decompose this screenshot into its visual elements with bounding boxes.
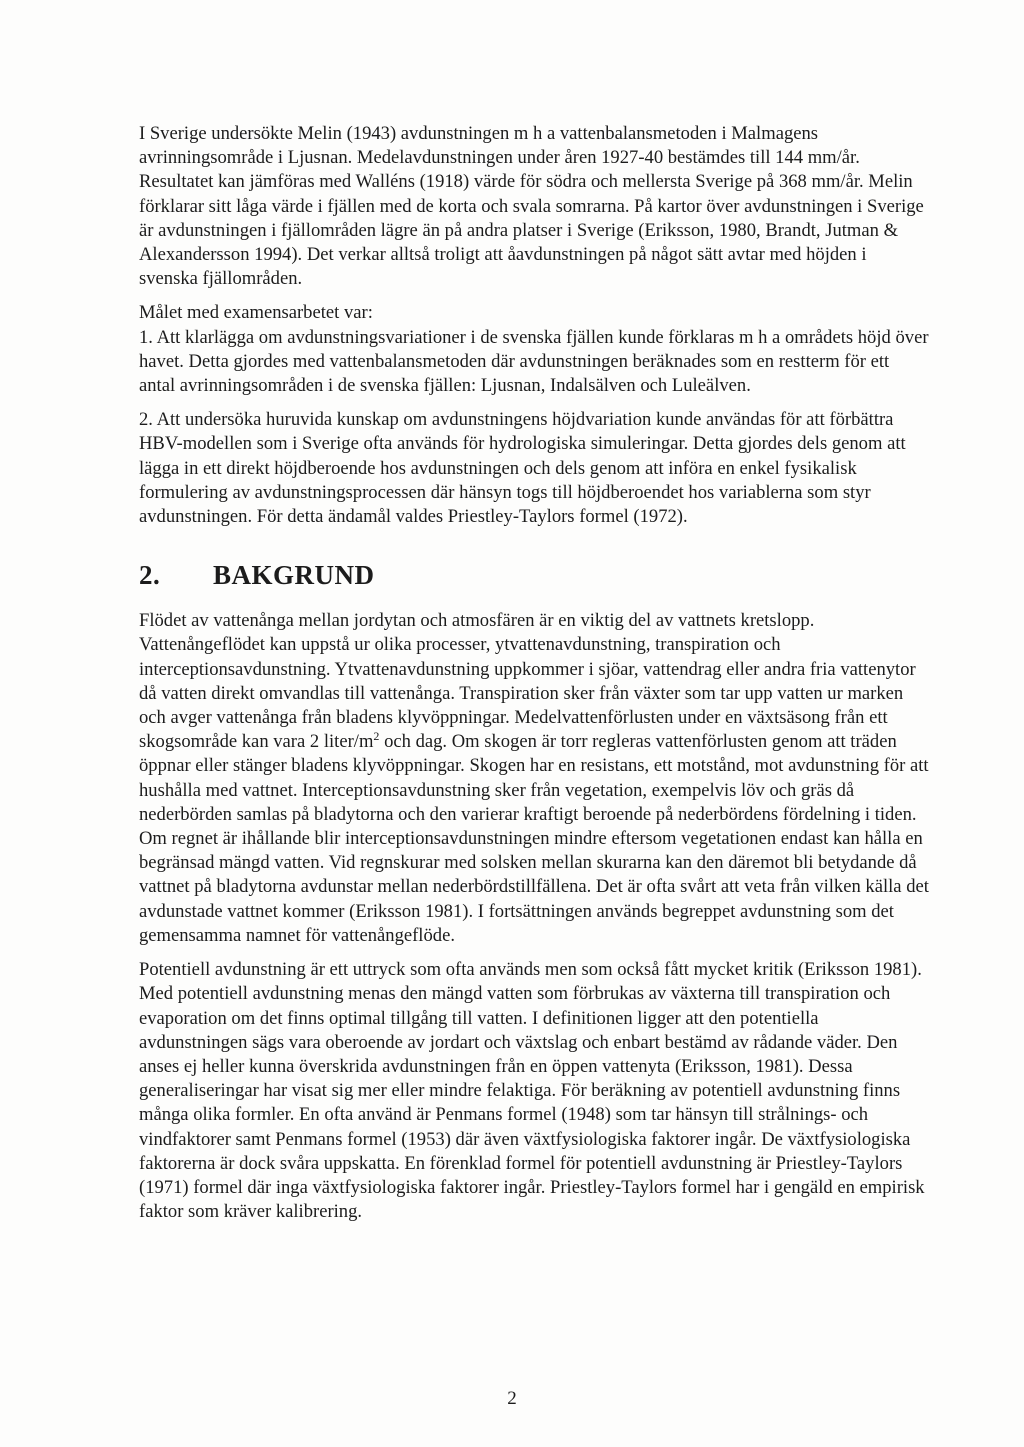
section-heading: [139, 559, 929, 591]
goal-item-2: 2. Att undersöka huruvida kunskap om avdunstningens höjdvariation kunde användas för att förbättra HBV-modellen som i Sverige ofta används för hydrologiska simuleringar. Detta gjordes dels genom att lägga in ett direkt höjdberoende hos avdunstningen och dels genom att införa en enkel fysikalisk formulering av avdunstningsprocessen där hänsyn togs till höjdberoendet hos variablerna som styr avdunstningen. För detta ändamål valdes Priestley-Taylors formel (1972).: [139, 409, 906, 528]
goal-item-1: 1. Att klarlägga om avdunstningsvariationer i de svenska fjällen kunde förklaras m h a områdets höjd över havet. Detta gjordes med vattenbalansmetoden där avdunstningen beräknades som en restterm för ett antal avrinningsområden i de svenska fjällen: Ljusnan, Indalsälven och Luleälven.: [139, 326, 929, 397]
section-number: 2.: [139, 560, 161, 591]
background-text-part-2: och dag. Om skogen är torr regleras vattenförlusten genom att träden öppnar eller stänger bladens klyvöppningar. Skogen har en resistans, ett motstånd, mot avdunstning för att hushålla med vattnet. Interceptionsavdunstning sker från vegetation, exempelvis löv och gräs då nederbörden samlas på bladytorna och den varierar kraftigt beroende på nederbördens fördelning i tiden. Om regnet är ihållande blir interceptionsavdunstningen mindre eftersom vegetationen endast kan hålla en begränsad mängd vatten. Vid regnskurar med solsken mellan skurarna kan den däremot bli betydande då vattnet på bladytorna avdunstar mellan nederbördstillfällena. Det är ofta svårt att veta från vilken källa det avdunstade vattnet kommer (Eriksson 1981). I fortsättningen används begreppet avdunstning som det gemensamma namnet för vattenångeflöde.: [139, 731, 929, 946]
section-title: BAKGRUND: [213, 560, 375, 591]
superscript-two: 2: [373, 729, 380, 744]
background-text-part-1: Flödet av vattenånga mellan jordytan och atmosfären är en viktig del av vattnets kretslopp. Vattenångeflödet kan uppstå ur olika processer, ytvattenavdunstning, transpiration och interceptionsavdunstning. Ytvattenavdunstning uppkommer i sjöar, vattendrag eller andra fria vattenytor då vatten direkt omvandlas till vattenånga. Transpiration sker från växter som tar upp vatten ur marken och avger vattenånga från bladens klyvöppningar. Medelvattenförlusten under en växtsäsong från ett skogsområde kan vara 2 liter/m: [139, 610, 916, 753]
page-content: [139, 122, 929, 1234]
background-paragraph-1: [139, 609, 929, 948]
page-number: 2: [507, 1388, 517, 1409]
intro-paragraph: I Sverige undersökte Melin (1943) avdunstningen m h a vattenbalansmetoden i Malmagens avrinningsområde i Ljusnan. Medelavdunstningen under åren 1927-40 bestämdes till 144 mm/år. Resultatet kan jämföras med Walléns (1918) värde för södra och mellersta Sverige på 368 mm/år. Melin förklarar sitt låga värde i fjällen med de korta och svala somrarna. På kartor över avdunstningen i Sverige är avdunstningen i fjällområden lägre än på andra platser i Sverige (Eriksson, 1980, Brandt, Jutman & Alexandersson 1994). Det verkar alltså troligt att åavdunstningen på något sätt avtar med höjden i svenska fjällområden.: [139, 123, 924, 290]
goal-label: Målet med examensarbetet var:: [139, 302, 373, 324]
background-paragraph-2: Potentiell avdunstning är ett uttryck som ofta används men som också fått mycket kritik (Eriksson 1981). Med potentiell avdunstning menas den mängd vatten som förbrukas av växterna till transpiration och evaporation om det finns optimal tillgång till vatten. I definitionen ligger att den potentiella avdunstningen sägs vara oberoende av jordart och växtslag och enbart bestämd av rådande väder. Den anses ej heller kunna överskrida avdunstningen från en öppen vattenyta (Eriksson, 1981). Dessa generaliseringar har visat sig mer eller mindre felaktiga. För beräkning av potentiell avdunstning finns många olika formler. En ofta använd är Penmans formel (1948) som tar hänsyn till strålnings- och vindfaktorer samt Penmans formel (1953) där även växtfysiologiska faktorer ingår. De växtfysiologiska faktorerna är dock svåra uppskatta. En förenklad formel för potentiell avdunstning är Priestley-Taylors (1971) formel där inga växtfysiologiska faktorer ingår. Priestley-Taylors formel har i gengäld en empirisk faktor som kräver kalibrering.: [139, 959, 925, 1223]
